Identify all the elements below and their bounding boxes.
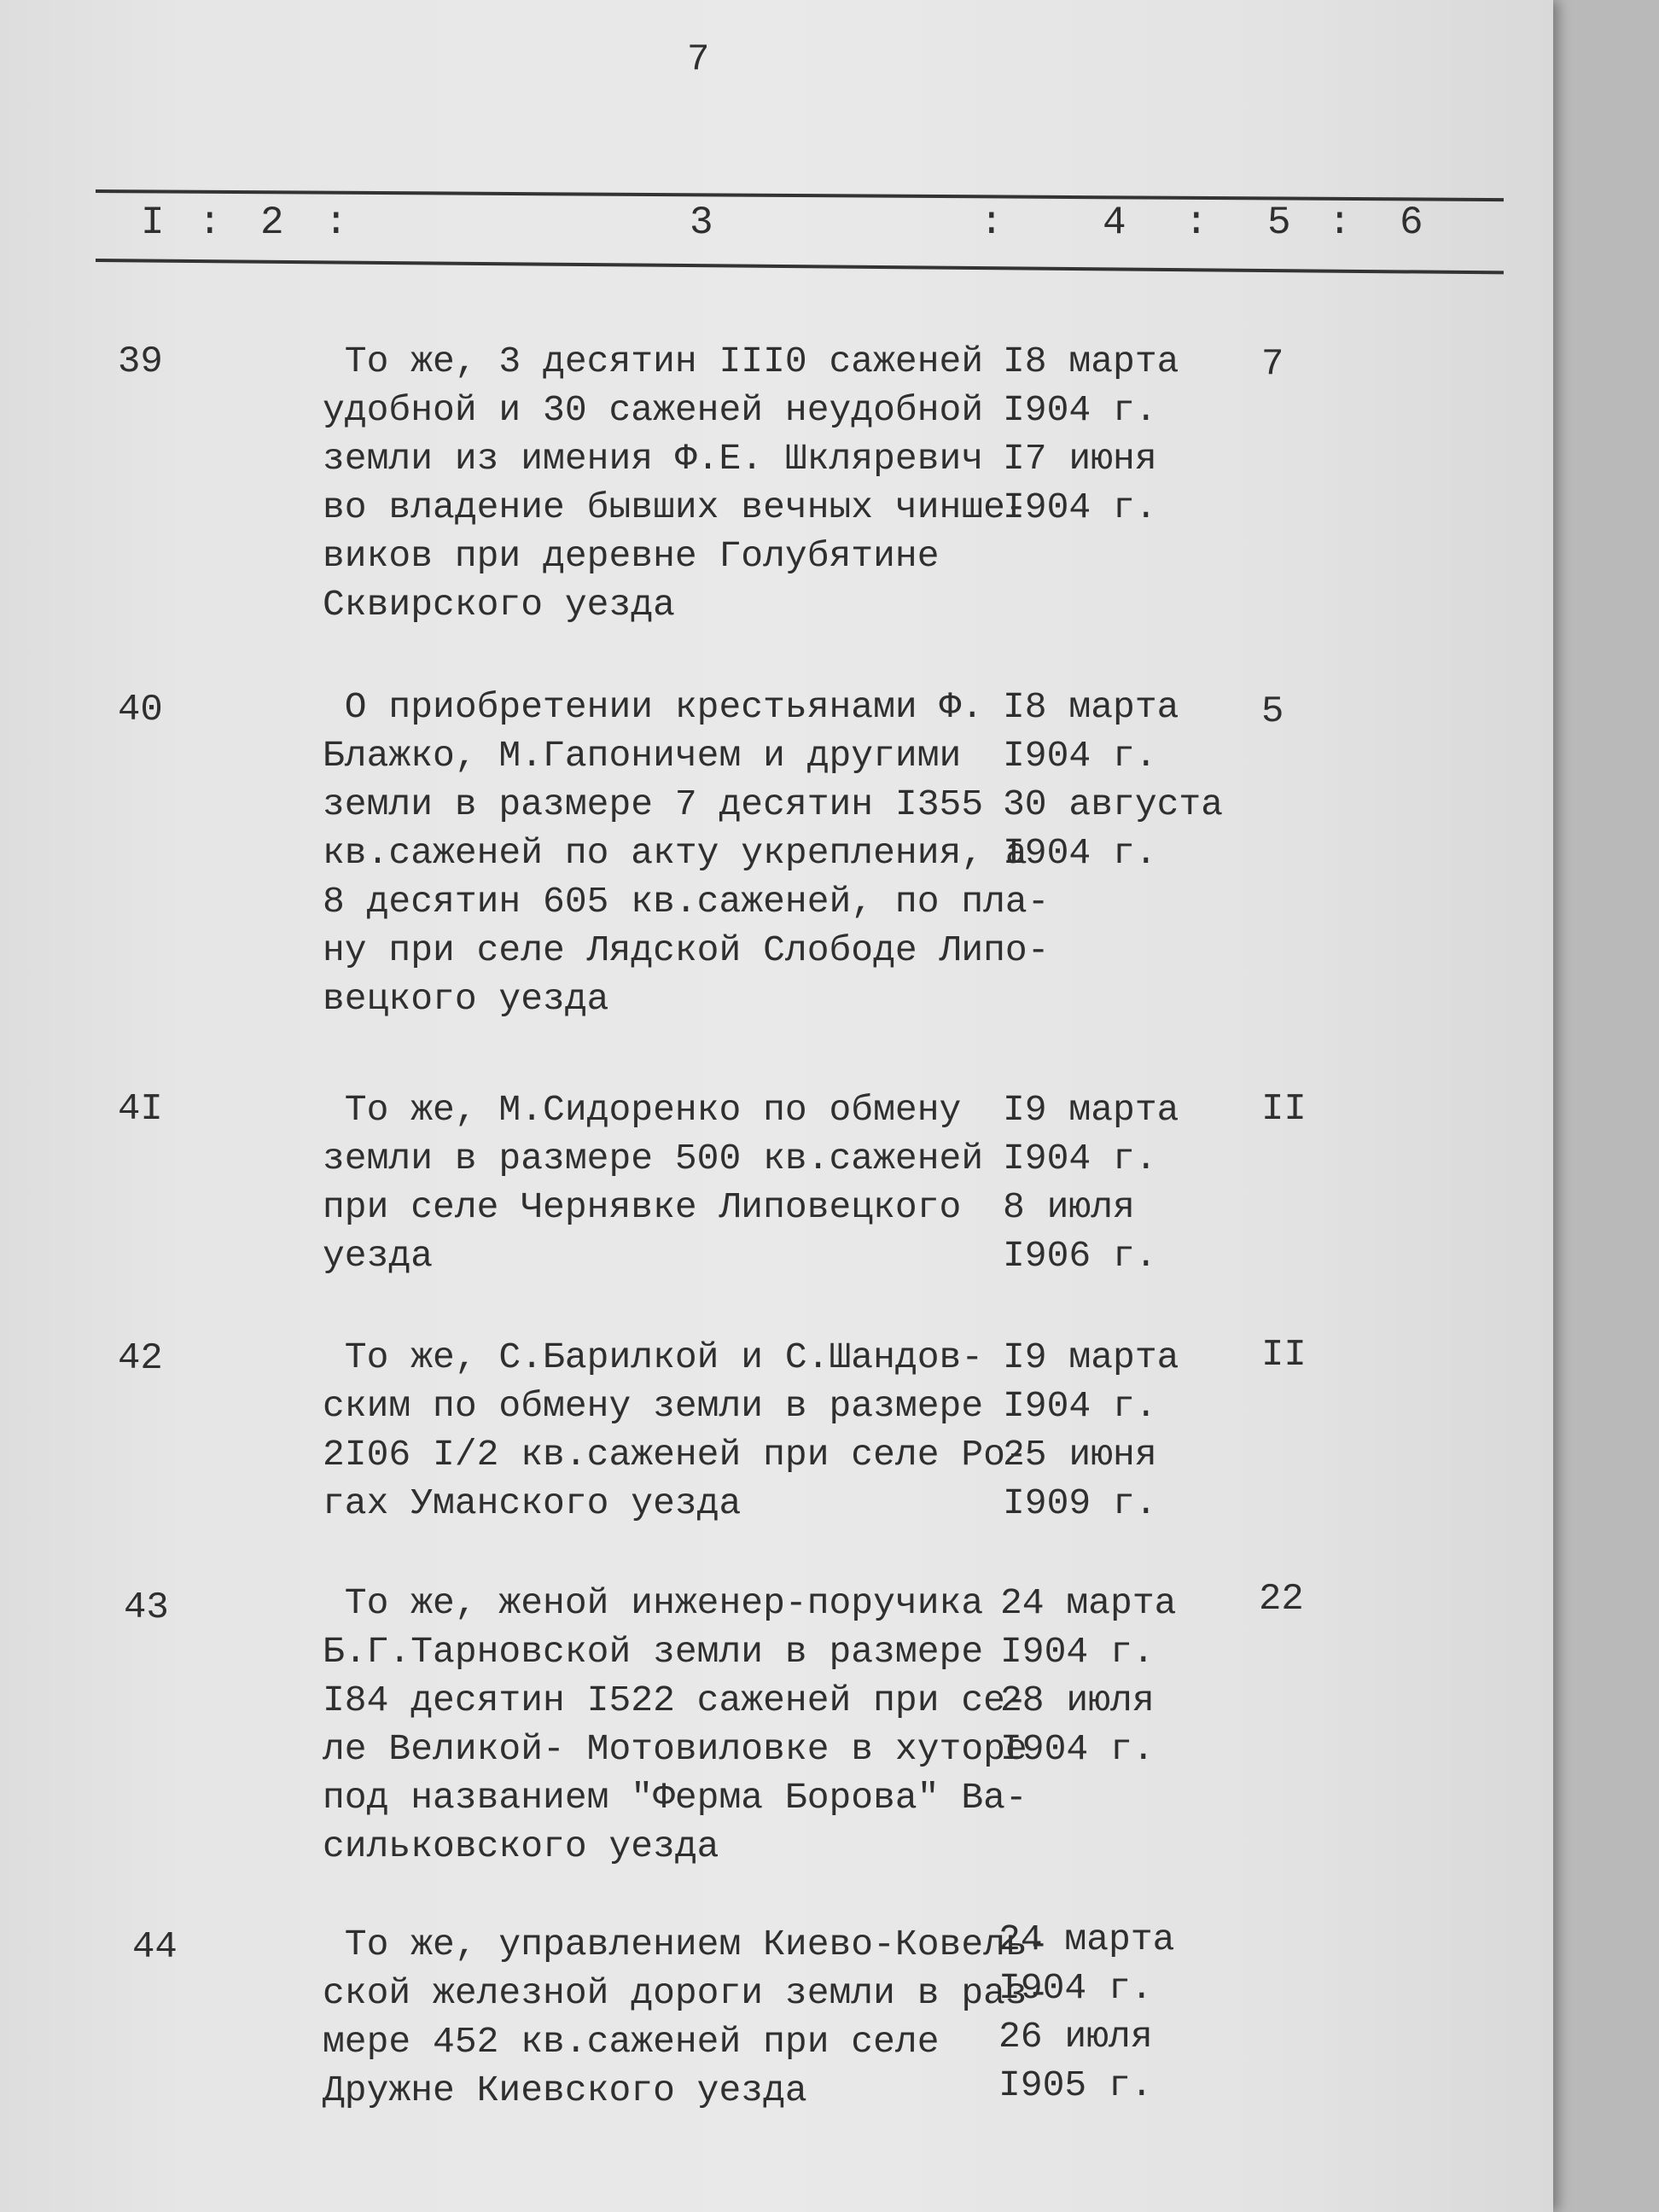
date-line: 24 марта: [1000, 1582, 1177, 1624]
date-line: I904 г.: [1003, 486, 1157, 528]
row-number: 44: [132, 1926, 178, 1969]
description-line: Б.Г.Тарновской земли в размере: [323, 1631, 984, 1673]
description-line: мере 452 кв.саженей при селе: [323, 2021, 940, 2063]
date-line: I9 марта: [1003, 1089, 1179, 1131]
date-line: I905 г.: [998, 2064, 1153, 2106]
date-line: I904 г.: [1003, 389, 1157, 431]
column-header-1: I: [141, 201, 165, 245]
description-line: уезда: [323, 1235, 434, 1277]
table-top-rule: [96, 189, 1504, 201]
date-line: 26 июля: [998, 2016, 1153, 2058]
date-line: 30 августа: [1003, 783, 1224, 825]
description-line: гах Уманского уезда: [323, 1482, 742, 1524]
column-header-6: 6: [1400, 201, 1423, 245]
description-line: То же, женой инженер-поручика: [323, 1582, 984, 1624]
row-number: 40: [118, 689, 163, 731]
description-line: под названием "Ферма Борова" Ва-: [323, 1777, 1027, 1819]
description-line: 8 десятин 605 кв.саженей, по пла-: [323, 881, 1050, 923]
date-line: I904 г.: [1003, 1138, 1157, 1179]
page-number: 7: [687, 38, 710, 81]
date-line: I909 г.: [1003, 1482, 1157, 1524]
description-line: ле Великой- Мотовиловке в хуторе: [323, 1728, 1027, 1770]
description-line: Дружне Киевского уезда: [323, 2069, 807, 2111]
date-line: 28 июля: [1000, 1679, 1155, 1721]
row-description: [323, 337, 1027, 629]
date-line: 24 марта: [998, 1918, 1175, 1960]
row-number: 4I: [118, 1088, 163, 1131]
description-line: виков при деревне Голубятине: [323, 535, 940, 577]
column-separator: :: [1185, 201, 1208, 245]
description-line: То же, М.Сидоренко по обмену: [323, 1089, 962, 1131]
description-line: вецкого уезда: [323, 978, 609, 1020]
description-line: ским по обмену земли в размере: [323, 1385, 984, 1427]
column-header-4: 4: [1103, 201, 1126, 245]
row-sheet-count: II: [1261, 1088, 1307, 1131]
row-sheet-count: 22: [1259, 1578, 1304, 1621]
row-dates: [1003, 683, 1225, 877]
date-line: I904 г.: [1003, 832, 1157, 874]
row-sheet-count: 5: [1261, 690, 1284, 733]
date-line: I904 г.: [1000, 1728, 1155, 1770]
description-line: земли в размере 7 десятин I355: [323, 783, 984, 825]
description-line: Сквирского уезда: [323, 584, 675, 626]
description-line: О приобретении крестьянами Ф.: [323, 686, 984, 728]
date-line: I904 г.: [1000, 1631, 1155, 1673]
column-separator: :: [198, 201, 222, 245]
description-line: 2I06 I/2 кв.саженей при селе Ро-: [323, 1434, 1027, 1476]
description-line: То же, 3 десятин III0 саженей: [323, 341, 984, 382]
row-dates: [998, 1915, 1220, 2110]
date-line: 25 июня: [1003, 1434, 1157, 1476]
row-dates: [1003, 337, 1225, 532]
row-description: [323, 1333, 1027, 1528]
date-line: I7 июня: [1003, 438, 1157, 480]
description-line: земли в размере 500 кв.саженей: [323, 1138, 984, 1179]
date-line: I8 марта: [1003, 341, 1179, 382]
row-number: 39: [118, 341, 163, 383]
row-sheet-count: II: [1261, 1334, 1307, 1377]
row-description: [323, 1920, 1050, 2115]
column-header-2: 2: [260, 201, 284, 245]
column-header-5: 5: [1267, 201, 1291, 245]
description-line: кв.саженей по акту укрепления, а: [323, 832, 1027, 874]
row-number: 42: [118, 1337, 163, 1380]
description-line: при селе Чернявке Липовецкого: [323, 1186, 962, 1228]
row-dates: [1003, 1086, 1225, 1280]
column-separator: :: [980, 201, 1004, 245]
description-line: земли из имения Ф.Е. Шкляревич: [323, 438, 984, 480]
description-line: То же, управлением Киево-Ковель-: [323, 1924, 1050, 1965]
description-line: I84 десятин I522 саженей при се-: [323, 1679, 1027, 1721]
description-line: удобной и 30 саженей неудобной: [323, 389, 984, 431]
description-line: Блажко, М.Гапоничем и другими: [323, 735, 962, 777]
description-line: ну при селе Лядской Слободе Липо-: [323, 929, 1050, 971]
column-separator: :: [1328, 201, 1352, 245]
date-line: I906 г.: [1003, 1235, 1157, 1277]
row-dates: [1000, 1579, 1222, 1773]
date-line: I904 г.: [1003, 1385, 1157, 1427]
description-line: ской железной дороги земли в раз-: [323, 1972, 1050, 2014]
row-sheet-count: 7: [1261, 343, 1284, 386]
row-number: 43: [124, 1586, 169, 1629]
column-header-3: 3: [690, 201, 713, 245]
date-line: I9 марта: [1003, 1336, 1179, 1378]
description-line: То же, С.Барилкой и С.Шандов-: [323, 1336, 984, 1378]
date-line: I904 г.: [998, 1967, 1153, 2009]
column-separator: :: [324, 201, 348, 245]
description-line: во владение бывших вечных чинше-: [323, 486, 1027, 528]
row-description: [323, 1086, 997, 1280]
date-line: 8 июля: [1003, 1186, 1135, 1228]
row-dates: [1003, 1333, 1225, 1528]
table-header-bottom-rule: [96, 259, 1504, 274]
description-line: сильковского уезда: [323, 1825, 719, 1867]
row-description: [323, 683, 1050, 1023]
date-line: I8 марта: [1003, 686, 1179, 728]
row-description: [323, 1579, 1027, 1871]
date-line: I904 г.: [1003, 735, 1157, 777]
